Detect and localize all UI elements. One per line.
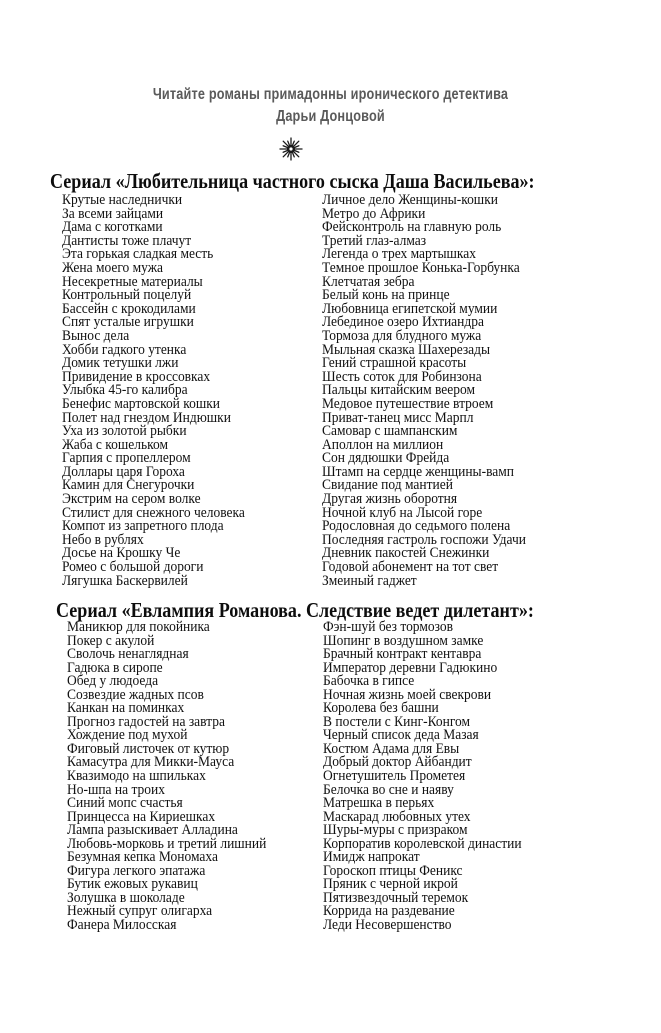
book-title: Спят усталые игрушки xyxy=(62,314,194,331)
star-ornament-icon xyxy=(279,137,303,161)
book-title: Жена моего мужа xyxy=(62,259,164,276)
book-title: Фиговый листочек от кутюр xyxy=(67,740,230,757)
series-title-dasha-vasilieva: Сериал «Любительница частного сыска Даша Васильева»: xyxy=(50,169,535,193)
book-title: Жаба с кошельком xyxy=(62,436,168,453)
book-title: Синий мопс счастья xyxy=(67,795,183,812)
book-title: Принцесса на Кириешках xyxy=(67,808,216,825)
book-title: Бассейн с крокодилами xyxy=(62,300,196,317)
book-title: Ромео с большой дороги xyxy=(62,559,204,576)
book-title: Маникюр для покойника xyxy=(67,619,210,635)
book-title: Леди Несовершенство xyxy=(323,917,452,934)
book-title: Дама с коготками xyxy=(62,219,163,236)
book-title: Родословная до седьмого полена xyxy=(322,518,511,535)
book-title: Сволочь ненаглядная xyxy=(67,646,189,663)
book-title: Тормоза для блудного мужа xyxy=(322,327,482,344)
book-title: Полет над гнездом Индюшки xyxy=(62,409,231,426)
book-title: Любовь-морковь и третий лишний xyxy=(67,835,267,852)
book-title: Камасутра для Микки-Мауса xyxy=(67,754,235,771)
book-list-series2-right xyxy=(323,621,532,933)
book-list-series1-right xyxy=(322,194,537,588)
book-title: Хождение под мухой xyxy=(67,727,188,744)
book-title: Канкан на поминках xyxy=(67,700,185,717)
book-title: Белый конь на принце xyxy=(322,287,450,304)
book-title: Контрольный поцелуй xyxy=(62,287,192,304)
book-title: Добрый доктор Айбандит xyxy=(323,754,472,771)
book-title: Брачный контракт кентавра xyxy=(323,646,482,663)
book-title: Маскарад любовных утех xyxy=(323,808,471,825)
book-title: Темное прошлое Конька-Горбунка xyxy=(322,259,520,276)
book-title: Костюм Адама для Евы xyxy=(323,740,460,757)
book-title: Гений страшной красоты xyxy=(322,355,467,372)
book-title: Сон дядюшки Фрейда xyxy=(322,450,450,467)
book-title: Шуры-муры с призраком xyxy=(323,822,468,839)
book-title: Имидж напрокат xyxy=(323,849,420,866)
book-title: Созвездие жадных псов xyxy=(67,686,204,703)
book-title: Уха из золотой рыбки xyxy=(62,423,187,440)
book-title: Приват-танец мисс Марпл xyxy=(322,409,474,426)
book-title: Любовница египетской мумии xyxy=(322,300,498,317)
book-title: Квазимодо на шпильках xyxy=(67,768,206,785)
book-title: Другая жизнь оборотня xyxy=(322,491,458,508)
book-title: Компот из запретного плода xyxy=(62,518,224,535)
book-title: Привидение в кроссовках xyxy=(62,368,211,385)
book-title: Гороскоп птицы Феникс xyxy=(323,862,463,879)
book-title: Самовар с шампанским xyxy=(322,423,458,440)
book-title: Свидание под мантией xyxy=(322,477,453,494)
book-title: Хобби гадкого утенка xyxy=(62,341,187,358)
book-title: Вынос дела xyxy=(62,327,130,344)
book-title: Экстрим на сером волке xyxy=(62,491,201,508)
book-title: Корпоратив королевской династии xyxy=(323,835,522,852)
book-title: Бабочка в гипсе xyxy=(323,673,415,690)
book-title: Ночной клуб на Лысой горе xyxy=(322,504,483,521)
book-title: Шесть соток для Робинзона xyxy=(322,368,482,385)
book-title: Пальцы китайским веером xyxy=(322,382,476,399)
book-title: Фейсконтроль на главную роль xyxy=(322,219,502,236)
book-title: Белочка во сне и наяву xyxy=(323,781,454,798)
book-title: Штамп на сердце женщины-вамп xyxy=(322,463,515,480)
book-title: Лампа разыскивает Алладина xyxy=(67,822,238,839)
book-title: Небо в рублях xyxy=(62,531,144,548)
book-title: Несекретные материалы xyxy=(62,273,203,290)
book-title: Королева без башни xyxy=(323,700,439,717)
book-title: Камин для Снегурочки xyxy=(62,477,195,494)
book-title: Личное дело Женщины-кошки xyxy=(322,192,498,208)
book-title: Медовое путешествие втроем xyxy=(322,395,494,412)
book-list-series2-left xyxy=(67,621,277,933)
book-title: Пятизвездочный теремок xyxy=(323,889,469,906)
book-title: Нежный супруг олигарха xyxy=(67,903,213,920)
book-title: Император деревни Гадюкино xyxy=(323,659,498,676)
book-title: Стилист для снежного человека xyxy=(62,504,245,521)
book-title: Лебединое озеро Ихтиандра xyxy=(322,314,484,331)
book-title: Змеиный гаджет xyxy=(322,572,417,589)
series-title-evlampia-romanova: Сериал «Евлампия Романова. Следствие ведет дилетант»: xyxy=(56,598,534,622)
book-title: Метро до Африки xyxy=(322,205,426,222)
book-title: Дантисты тоже плачут xyxy=(62,232,192,249)
book-title: За всеми зайцами xyxy=(62,205,164,222)
book-title: Ночная жизнь моей свекрови xyxy=(323,686,492,703)
book-title: Доллары царя Гороха xyxy=(62,463,185,480)
book-title: Домик тетушки лжи xyxy=(62,355,179,372)
book-title: Шопинг в воздушном замке xyxy=(323,632,484,649)
book-title: Крутые наследнички xyxy=(62,192,183,208)
book-title: Бутик ежовых рукавиц xyxy=(67,876,198,893)
book-title: Мыльная сказка Шахерезады xyxy=(322,341,491,358)
book-title: Клетчатая зебра xyxy=(322,273,415,290)
book-title: Коррида на раздевание xyxy=(323,903,455,920)
book-title: Фэн-шуй без тормозов xyxy=(323,619,453,635)
book-title: Эта горькая сладкая месть xyxy=(62,246,214,263)
book-title: Досье на Крошку Че xyxy=(62,545,181,562)
book-title: Черный список деда Мазая xyxy=(323,727,479,744)
book-title: Аполлон на миллион xyxy=(322,436,444,453)
book-title: Золушка в шоколаде xyxy=(67,889,185,906)
book-title: Безумная кепка Мономаха xyxy=(67,849,218,866)
book-title: Но-шпа на троих xyxy=(67,781,165,798)
book-list-series1-left xyxy=(62,194,254,588)
book-title: Улыбка 45-го калибра xyxy=(62,382,188,399)
header-line-2: Дарьи Донцовой xyxy=(276,108,385,125)
book-title: Лягушка Баскервилей xyxy=(62,572,188,589)
book-title: Третий глаз-алмаз xyxy=(322,232,427,249)
book-title: Матрешка в перьях xyxy=(323,795,435,812)
book-title: Бенефис мартовской кошки xyxy=(62,395,221,412)
book-title: Фигура легкого эпатажа xyxy=(67,862,206,879)
book-title: Гадюка в сиропе xyxy=(67,659,163,676)
book-title: Гарпия с пропеллером xyxy=(62,450,191,467)
book-title: В постели с Кинг-Конгом xyxy=(323,713,471,730)
book-title: Годовой абонемент на тот свет xyxy=(322,559,499,576)
book-title: Прогноз гадостей на завтра xyxy=(67,713,225,730)
book-title: Дневник пакостей Снежинки xyxy=(322,545,490,562)
header-line-1: Читайте романы примадонны иронического детектива xyxy=(152,86,509,103)
book-title: Последняя гастроль госпожи Удачи xyxy=(322,531,526,548)
book-title: Огнетушитель Прометея xyxy=(323,768,466,785)
book-title: Покер с акулой xyxy=(67,632,155,649)
book-title: Фанера Милосская xyxy=(67,917,177,934)
book-title: Пряник с черной икрой xyxy=(323,876,458,893)
page-header xyxy=(59,84,601,128)
book-title: Обед у людоеда xyxy=(67,673,159,690)
book-title: Легенда о трех мартышках xyxy=(322,246,476,263)
